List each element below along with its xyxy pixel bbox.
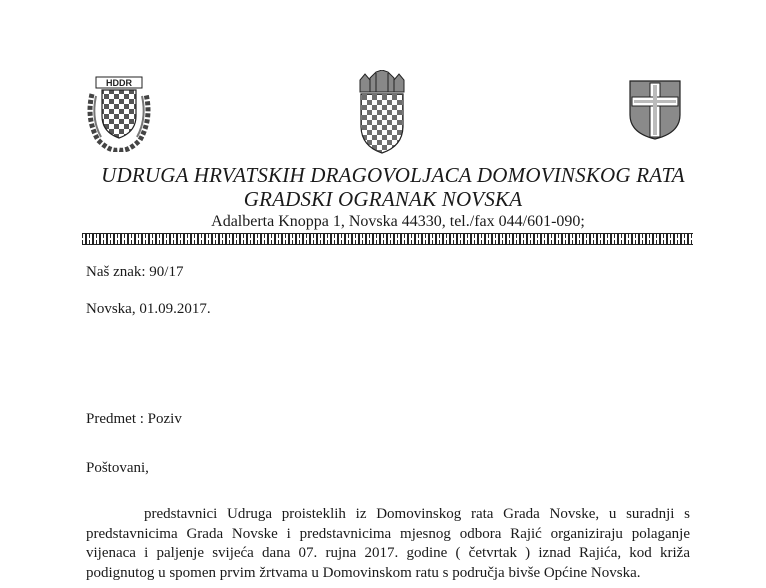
hddr-emblem-icon xyxy=(84,74,154,152)
croatian-coat-of-arms-icon xyxy=(357,70,407,155)
reference-number: Naš znak: 90/17 xyxy=(86,264,184,280)
novska-coat-of-arms-icon xyxy=(628,79,682,141)
subject-line: Predmet : Poziv xyxy=(86,411,182,427)
body-paragraph xyxy=(86,505,690,583)
body-line: predstavnici Udruga proisteklih iz Domovinskog rata Grada Novske, u suradnji s xyxy=(144,506,690,522)
decorative-meander-border xyxy=(82,233,693,245)
body-line: podignutog u spomen prvim žrtvama u Domovinskom ratu s područja bivše Općine Novska. xyxy=(86,564,641,581)
emblem-banner-text: HDDR xyxy=(106,78,132,88)
branch-name: GRADSKI OGRANAK NOVSKA xyxy=(243,187,523,211)
body-line: vijenaca i paljenje svijeća dana 07. rujna 2017. godine ( četvrtak ) iznad Rajića, kod križa xyxy=(86,545,690,561)
place-date: Novska, 01.09.2017. xyxy=(86,301,211,317)
salutation: Poštovani, xyxy=(86,460,149,476)
organization-name: UDRUGA HRVATSKIH DRAGOVOLJACA DOMOVINSKOG RATA xyxy=(101,163,685,187)
address-line: Adalberta Knoppa 1, Novska 44330, tel./fax 044/601-090; xyxy=(211,213,585,230)
body-line: predstavnicima Grada Novske i predstavnicima mjesnog odbora Rajić organiziraju polaganje xyxy=(86,525,690,542)
